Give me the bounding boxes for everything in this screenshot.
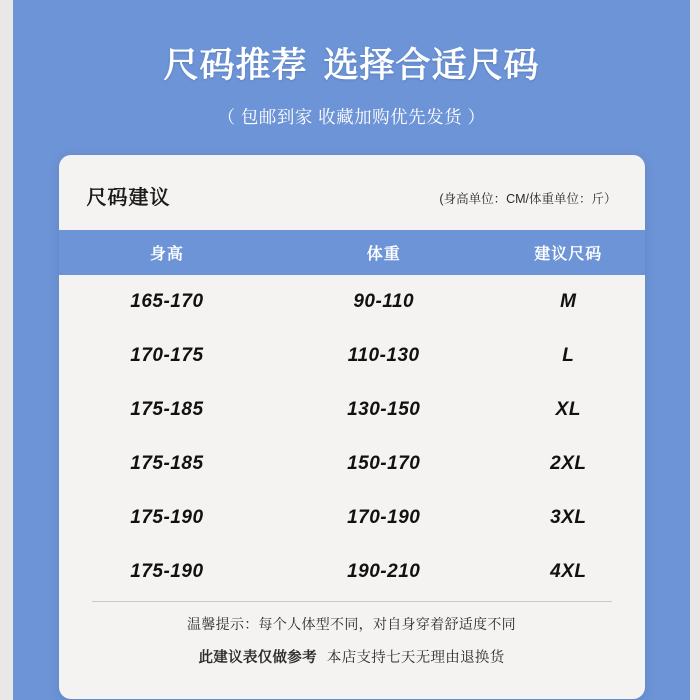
cell-height: 175-185 — [130, 453, 204, 474]
table-row — [59, 329, 645, 383]
cell-size: L — [562, 345, 575, 366]
footer-note-tip: 温馨提示：每个人体型不同，对自身穿着舒适度不同 — [187, 616, 516, 632]
page-content — [13, 0, 690, 700]
left-edge-strip — [0, 0, 13, 700]
table-row — [59, 545, 645, 597]
table-row — [59, 491, 645, 545]
cell-weight: 150-170 — [347, 453, 421, 474]
cell-height: 175-185 — [130, 399, 204, 420]
cell-weight: 90-110 — [353, 291, 415, 312]
cell-size: M — [560, 291, 577, 312]
cell-weight: 110-130 — [347, 345, 420, 366]
size-table — [59, 230, 645, 597]
size-recommendation-card — [59, 155, 645, 699]
footer-divider — [92, 601, 612, 602]
size-table-body — [59, 275, 645, 597]
cell-size: 4XL — [550, 561, 587, 582]
cell-height: 165-170 — [130, 291, 204, 312]
cell-height: 175-190 — [130, 561, 204, 582]
column-header-weight: 体重 — [275, 230, 492, 275]
page-title-primary: 尺码推荐 — [163, 46, 308, 85]
cell-size: 2XL — [550, 453, 587, 474]
table-row — [59, 275, 645, 329]
right-edge-strip — [690, 0, 700, 700]
column-header-size: 建议尺码 — [492, 230, 644, 275]
card-header — [59, 181, 645, 210]
page-title-secondary: 选择合适尺码 — [323, 46, 540, 85]
cell-weight: 190-210 — [347, 561, 421, 582]
cell-size: 3XL — [550, 507, 587, 528]
table-header-row — [59, 230, 645, 275]
page-title — [13, 38, 690, 88]
footer-note-policy — [59, 646, 645, 667]
card-title: 尺码建议 — [86, 187, 171, 209]
cell-height: 175-190 — [130, 507, 204, 528]
cell-height: 170-175 — [130, 345, 204, 366]
column-header-height: 身高 — [59, 230, 276, 275]
footer-note-policy-rest: 本店支持七天无理由退换货 — [326, 650, 505, 666]
footer-note-policy-bold: 此建议表仅做参考 — [198, 650, 317, 666]
table-row — [59, 383, 645, 437]
cell-size: XL — [555, 399, 581, 420]
page-subtitle: （ 包邮到家 收藏加购优先发货 ） — [217, 107, 486, 127]
size-table-head — [59, 230, 645, 275]
card-unit-note: (身高单位：CM/体重单位：斤） — [439, 192, 617, 206]
table-row — [59, 437, 645, 491]
cell-weight: 170-190 — [347, 507, 421, 528]
cell-weight: 130-150 — [347, 399, 421, 420]
